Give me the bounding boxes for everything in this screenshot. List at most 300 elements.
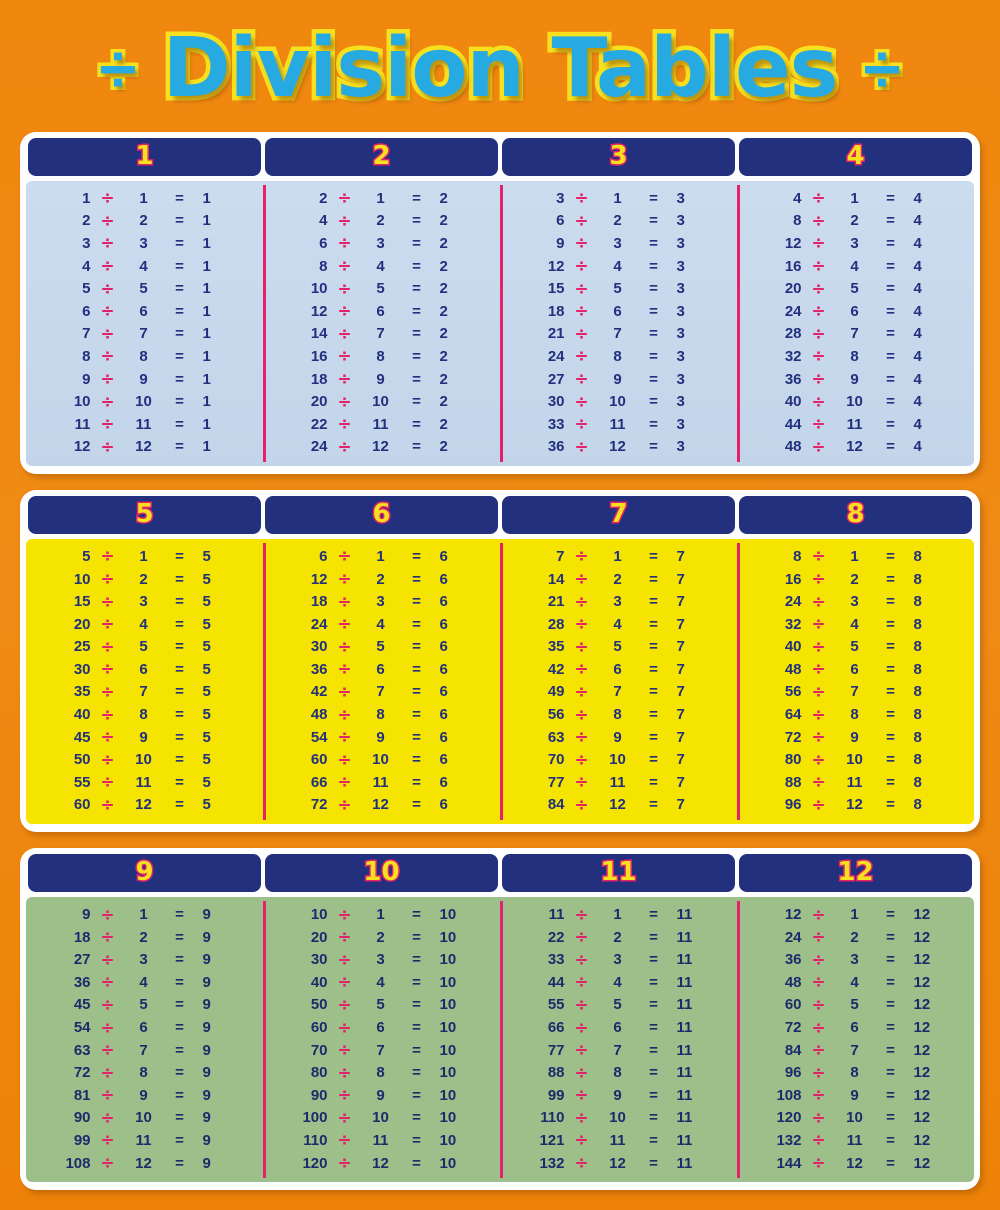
equals-icon: =: [649, 751, 658, 769]
divide-icon: ÷: [100, 323, 115, 344]
divide-icon: ÷: [574, 636, 589, 657]
table-row: [737, 994, 974, 1017]
quotient: 2: [439, 257, 448, 275]
table-row: [263, 232, 500, 255]
quotient: 10: [439, 906, 457, 924]
divide-icon: ÷: [337, 794, 352, 815]
equals-icon: =: [175, 706, 184, 724]
divide-icon: ÷: [337, 1085, 352, 1106]
quotient: 3: [676, 257, 685, 275]
dividend: 2: [82, 212, 91, 230]
equals-icon: =: [886, 370, 895, 388]
panel-header-row: [26, 138, 974, 176]
divisor: 11: [609, 773, 626, 791]
divide-icon: ÷: [337, 369, 352, 390]
divisor: 6: [376, 1019, 385, 1037]
dividend: 45: [73, 996, 91, 1014]
dividend: 35: [73, 683, 91, 701]
divisor: 7: [139, 683, 148, 701]
equals-icon: =: [886, 706, 895, 724]
divide-icon: ÷: [811, 681, 826, 702]
dividend: 12: [310, 302, 328, 320]
divisor: 6: [613, 1019, 622, 1037]
divide-icon: ÷: [811, 256, 826, 277]
dividend: 40: [73, 706, 91, 724]
divide-icon: ÷: [100, 927, 115, 948]
equals-icon: =: [886, 773, 895, 791]
divisor: 7: [139, 1041, 148, 1059]
dividend: 24: [310, 438, 328, 456]
equals-icon: =: [175, 796, 184, 814]
quotient: 9: [202, 906, 211, 924]
divide-icon: ÷: [100, 1040, 115, 1061]
dividend: 2: [319, 189, 328, 207]
equals-icon: =: [412, 1086, 421, 1104]
dividend: 55: [547, 996, 565, 1014]
table-row: [500, 277, 737, 300]
table-heading: [739, 138, 972, 176]
table-row: [26, 232, 263, 255]
divisor: 12: [135, 796, 152, 814]
equals-icon: =: [175, 973, 184, 991]
table-row: [737, 971, 974, 994]
dividend: 63: [547, 728, 565, 746]
quotient: 6: [439, 773, 448, 791]
dividend: 24: [784, 593, 802, 611]
divisor: 7: [139, 325, 148, 343]
equals-icon: =: [886, 906, 895, 924]
quotient: 12: [913, 928, 931, 946]
divisor: 12: [372, 796, 389, 814]
table-row: [263, 323, 500, 346]
divide-icon: ÷: [811, 994, 826, 1015]
table-row: [737, 413, 974, 436]
divide-icon: ÷: [811, 614, 826, 635]
table-row: [500, 345, 737, 368]
divide-icon: ÷: [100, 772, 115, 793]
table-row: [263, 1084, 500, 1107]
table-row: [500, 187, 737, 210]
divisor: 1: [613, 906, 622, 924]
divisor: 2: [139, 570, 148, 588]
divide-icon: ÷: [100, 391, 115, 412]
equals-icon: =: [175, 393, 184, 411]
dividend: 70: [310, 1041, 328, 1059]
table-column: [263, 181, 500, 466]
dividend: 25: [73, 638, 91, 656]
table-row: [737, 1129, 974, 1152]
table-row: [26, 187, 263, 210]
dividend: 7: [556, 547, 565, 565]
quotient: 5: [202, 683, 211, 701]
dividend: 30: [310, 951, 328, 969]
equals-icon: =: [886, 280, 895, 298]
divide-icon: ÷: [811, 1107, 826, 1128]
table-row: [737, 794, 974, 817]
dividend: 50: [310, 996, 328, 1014]
divide-icon: ÷: [574, 749, 589, 770]
divide-icon: ÷: [574, 614, 589, 635]
divisor: 12: [135, 438, 152, 456]
divide-icon: ÷: [100, 436, 115, 457]
table-row: [737, 771, 974, 794]
dividend: 88: [547, 1064, 565, 1082]
dividend: 72: [784, 1019, 802, 1037]
dividend: 64: [784, 706, 802, 724]
divide-icon: ÷: [811, 436, 826, 457]
divide-icon: ÷: [811, 210, 826, 231]
table-row: [263, 345, 500, 368]
divide-icon: ÷: [574, 210, 589, 231]
table-heading-label: 2: [372, 141, 391, 171]
divisor: 4: [850, 615, 859, 633]
dividend: 88: [784, 773, 802, 791]
equals-icon: =: [886, 438, 895, 456]
divisor: 2: [376, 928, 385, 946]
table-row: [26, 636, 263, 659]
divisor: 3: [139, 234, 148, 252]
dividend: 30: [547, 393, 565, 411]
title-text: Division Tables: [162, 21, 838, 116]
divide-icon: ÷: [337, 256, 352, 277]
sections-container: [0, 132, 1000, 1190]
quotient: 1: [202, 302, 211, 320]
quotient: 3: [676, 438, 685, 456]
dividend: 28: [547, 615, 565, 633]
equals-icon: =: [175, 280, 184, 298]
table-row: [500, 794, 737, 817]
divisor: 10: [372, 751, 389, 769]
divide-icon: ÷: [100, 301, 115, 322]
equals-icon: =: [175, 1131, 184, 1149]
dividend: 48: [310, 706, 328, 724]
dividend: 96: [784, 796, 802, 814]
divisor: 9: [139, 370, 148, 388]
dividend: 15: [73, 593, 91, 611]
table-row: [737, 1084, 974, 1107]
dividend: 6: [556, 212, 565, 230]
dividend: 6: [319, 547, 328, 565]
table-row: [263, 568, 500, 591]
divisor: 8: [376, 1064, 385, 1082]
divide-icon: ÷: [811, 772, 826, 793]
divide-icon: ÷: [337, 210, 352, 231]
table-row: [737, 948, 974, 971]
table-row: [26, 1039, 263, 1062]
divisor: 4: [376, 257, 385, 275]
dividend: 10: [73, 393, 91, 411]
divisor: 2: [376, 570, 385, 588]
dividend: 11: [74, 415, 91, 433]
dividend: 33: [547, 951, 565, 969]
table-row: [500, 232, 737, 255]
equals-icon: =: [412, 1154, 421, 1172]
quotient: 6: [439, 547, 448, 565]
quotient: 6: [439, 796, 448, 814]
table-row: [500, 1107, 737, 1130]
divisor: 6: [850, 302, 859, 320]
divide-icon-right: ÷: [863, 31, 901, 107]
divide-icon: ÷: [100, 904, 115, 925]
divide-icon: ÷: [337, 927, 352, 948]
table-row: [263, 1039, 500, 1062]
dividend: 66: [547, 1019, 565, 1037]
panel-body: [26, 539, 974, 824]
table-row: [737, 232, 974, 255]
divide-icon: ÷: [337, 681, 352, 702]
quotient: 3: [676, 189, 685, 207]
table-row: [500, 636, 737, 659]
quotient: 11: [676, 1154, 693, 1172]
table-row: [500, 658, 737, 681]
divisor: 8: [139, 706, 148, 724]
quotient: 6: [439, 728, 448, 746]
dividend: 16: [784, 570, 802, 588]
table-row: [737, 390, 974, 413]
equals-icon: =: [175, 728, 184, 746]
divisor: 6: [850, 1019, 859, 1037]
table-row: [500, 771, 737, 794]
divide-icon: ÷: [100, 346, 115, 367]
quotient: 1: [202, 438, 211, 456]
equals-icon: =: [412, 615, 421, 633]
quotient: 2: [439, 347, 448, 365]
equals-icon: =: [649, 1109, 658, 1127]
quotient: 8: [913, 796, 922, 814]
equals-icon: =: [175, 415, 184, 433]
divisor: 4: [613, 973, 622, 991]
quotient: 2: [439, 325, 448, 343]
dividend: 80: [784, 751, 802, 769]
divide-icon: ÷: [337, 1130, 352, 1151]
divide-icon: ÷: [574, 1017, 589, 1038]
quotient: 4: [913, 370, 922, 388]
divide-icon: ÷: [574, 346, 589, 367]
quotient: 5: [202, 751, 211, 769]
quotient: 8: [913, 773, 922, 791]
table-row: [737, 255, 974, 278]
table-row: [26, 948, 263, 971]
divide-icon: ÷: [574, 256, 589, 277]
divisor: 11: [372, 415, 389, 433]
divide-icon: ÷: [337, 972, 352, 993]
table-row: [263, 1016, 500, 1039]
divide-icon: ÷: [337, 569, 352, 590]
table-panel: [20, 848, 980, 1190]
divisor: 10: [609, 1109, 626, 1127]
equals-icon: =: [886, 751, 895, 769]
quotient: 5: [202, 706, 211, 724]
divide-icon: ÷: [574, 659, 589, 680]
dividend: 60: [310, 751, 328, 769]
divide-icon: ÷: [100, 569, 115, 590]
divisor: 2: [139, 212, 148, 230]
equals-icon: =: [412, 280, 421, 298]
divide-icon: ÷: [100, 1062, 115, 1083]
equals-icon: =: [886, 951, 895, 969]
table-row: [263, 748, 500, 771]
quotient: 4: [913, 415, 922, 433]
table-row: [737, 210, 974, 233]
table-row: [737, 436, 974, 459]
divisor: 7: [376, 325, 385, 343]
dividend: 28: [784, 325, 802, 343]
quotient: 2: [439, 415, 448, 433]
quotient: 2: [439, 280, 448, 298]
table-row: [263, 613, 500, 636]
dividend: 9: [82, 370, 91, 388]
table-row: [26, 277, 263, 300]
table-row: [26, 323, 263, 346]
quotient: 1: [202, 212, 211, 230]
divisor: 8: [850, 1064, 859, 1082]
quotient: 12: [913, 1019, 931, 1037]
divide-icon: ÷: [811, 569, 826, 590]
table-row: [500, 726, 737, 749]
divide-icon: ÷: [574, 278, 589, 299]
divide-icon: ÷: [100, 972, 115, 993]
quotient: 1: [202, 325, 211, 343]
quotient: 4: [913, 234, 922, 252]
divide-icon: ÷: [574, 569, 589, 590]
table-heading: [502, 138, 735, 176]
equals-icon: =: [886, 547, 895, 565]
equals-icon: =: [412, 638, 421, 656]
table-row: [263, 926, 500, 949]
dividend: 6: [319, 234, 328, 252]
equals-icon: =: [886, 1154, 895, 1172]
table-heading: [502, 854, 735, 892]
table-row: [500, 1016, 737, 1039]
quotient: 5: [202, 570, 211, 588]
divide-icon: ÷: [811, 727, 826, 748]
divide-icon: ÷: [574, 591, 589, 612]
divide-icon: ÷: [100, 1085, 115, 1106]
quotient: 9: [202, 928, 211, 946]
quotient: 6: [439, 751, 448, 769]
equals-icon: =: [412, 415, 421, 433]
divide-icon: ÷: [574, 391, 589, 412]
table-row: [500, 436, 737, 459]
divisor: 1: [850, 906, 859, 924]
divide-icon: ÷: [574, 1085, 589, 1106]
divisor: 9: [613, 1086, 622, 1104]
divisor: 9: [613, 370, 622, 388]
table-row: [500, 948, 737, 971]
divisor: 1: [613, 547, 622, 565]
page-title: [0, 0, 1000, 132]
table-column: [263, 539, 500, 824]
divisor: 3: [850, 593, 859, 611]
dividend: 24: [784, 302, 802, 320]
divisor: 2: [613, 570, 622, 588]
quotient: 7: [676, 796, 685, 814]
dividend: 7: [82, 325, 91, 343]
equals-icon: =: [175, 996, 184, 1014]
divide-icon: ÷: [100, 1153, 115, 1174]
table-row: [263, 210, 500, 233]
equals-icon: =: [412, 370, 421, 388]
dividend: 40: [310, 973, 328, 991]
divisor: 5: [376, 280, 385, 298]
divisor: 4: [139, 615, 148, 633]
divisor: 3: [613, 593, 622, 611]
table-heading: [28, 854, 261, 892]
table-column: [500, 181, 737, 466]
equals-icon: =: [649, 1154, 658, 1172]
quotient: 8: [913, 570, 922, 588]
divide-icon: ÷: [574, 188, 589, 209]
equals-icon: =: [412, 570, 421, 588]
quotient: 9: [202, 1131, 211, 1149]
divisor: 1: [850, 547, 859, 565]
quotient: 2: [439, 212, 448, 230]
equals-icon: =: [649, 234, 658, 252]
dividend: 22: [547, 928, 565, 946]
equals-icon: =: [649, 547, 658, 565]
quotient: 3: [676, 212, 685, 230]
quotient: 8: [913, 728, 922, 746]
table-column: [500, 897, 737, 1182]
quotient: 3: [676, 280, 685, 298]
quotient: 5: [202, 728, 211, 746]
divisor: 9: [850, 1086, 859, 1104]
divisor: 11: [846, 1131, 863, 1149]
divisor: 7: [613, 1041, 622, 1059]
equals-icon: =: [412, 438, 421, 456]
dividend: 110: [540, 1109, 565, 1127]
equals-icon: =: [649, 615, 658, 633]
table-row: [500, 1084, 737, 1107]
table-row: [263, 1107, 500, 1130]
table-row: [263, 703, 500, 726]
equals-icon: =: [649, 347, 658, 365]
divisor: 3: [850, 234, 859, 252]
dividend: 56: [547, 706, 565, 724]
table-row: [500, 926, 737, 949]
table-row: [737, 926, 974, 949]
equals-icon: =: [175, 1154, 184, 1172]
dividend: 3: [82, 234, 91, 252]
table-row: [26, 590, 263, 613]
dividend: 72: [784, 728, 802, 746]
dividend: 11: [548, 906, 565, 924]
divisor: 5: [850, 638, 859, 656]
equals-icon: =: [175, 234, 184, 252]
dividend: 10: [310, 280, 328, 298]
divisor: 10: [135, 393, 152, 411]
quotient: 2: [439, 370, 448, 388]
dividend: 81: [73, 1086, 91, 1104]
table-row: [263, 994, 500, 1017]
table-row: [737, 345, 974, 368]
dividend: 24: [547, 347, 565, 365]
table-row: [500, 300, 737, 323]
table-row: [26, 436, 263, 459]
divide-icon: ÷: [100, 256, 115, 277]
divisor: 6: [139, 1019, 148, 1037]
dividend: 22: [310, 415, 328, 433]
divisor: 11: [372, 773, 389, 791]
divisor: 1: [139, 547, 148, 565]
equals-icon: =: [886, 1019, 895, 1037]
divide-icon: ÷: [574, 704, 589, 725]
equals-icon: =: [886, 347, 895, 365]
divisor: 6: [139, 302, 148, 320]
dividend: 90: [310, 1086, 328, 1104]
quotient: 8: [913, 683, 922, 701]
dividend: 60: [310, 1019, 328, 1037]
